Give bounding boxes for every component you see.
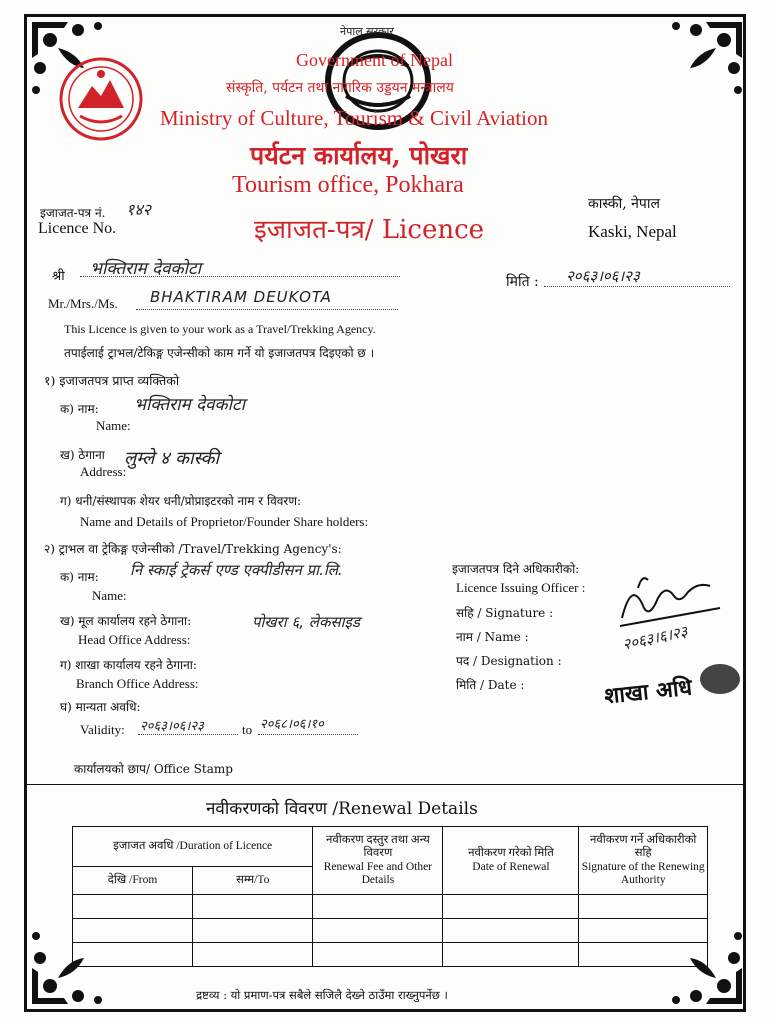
renewal-table xyxy=(72,826,708,967)
ink-smudge xyxy=(700,664,740,694)
shri-label: श्री xyxy=(52,269,65,284)
licence-no-label-np: इजाजत-पत्र नं. xyxy=(40,206,106,220)
office-stamp-label: कार्यालयको छाप/ Office Stamp xyxy=(74,762,233,776)
section1-heading: १) इजाजतपत्र प्राप्त व्यक्तिको xyxy=(44,373,180,388)
date-value: २०६३।०६।२३ xyxy=(566,267,640,285)
s2-head-value: पोखरा ६, लेकसाइड xyxy=(252,613,360,631)
table-row xyxy=(73,895,708,919)
renewal-title: नवीकरणको विवरण /Renewal Details xyxy=(206,799,478,819)
s2-head-label-en: Head Office Address: xyxy=(78,632,191,647)
s1-address-label-en: Address: xyxy=(80,464,127,479)
ministry-nepali: संस्कृति, पर्यटन तथा नागरिक उड्डयन मन्त्रालय xyxy=(226,80,454,96)
officer-heading-np: इजाजतपत्र दिने अधिकारीको: xyxy=(452,562,580,576)
officer-designation-label: पद / Designation : xyxy=(456,654,562,668)
col-sig xyxy=(579,827,708,895)
s1-name-label-en: Name: xyxy=(96,418,131,433)
s1-name-label-np: क) नाम: xyxy=(60,402,99,416)
footer-note: द्रष्टव्य : यो प्रमाण-पत्र सबैले सजिलै देख्ने ठाउँमा राख्नुपर्नेछ । xyxy=(196,988,448,1002)
nepal-emblem-icon xyxy=(58,56,144,142)
officer-heading-en: Licence Issuing Officer : xyxy=(456,580,586,595)
col-date xyxy=(443,827,579,895)
col-fee xyxy=(313,827,443,895)
s1-name-value: भक्तिराम देवकोटा xyxy=(134,395,245,415)
s1-address-label-np: ख) ठेगाना xyxy=(60,448,105,462)
s2-head-label-np: ख) मूल कार्यालय रहने ठेगाना: xyxy=(60,614,192,628)
intro-english: This Licence is given to your work as a Travel/Trekking Agency. xyxy=(64,322,376,336)
s2-name-label-np: क) नाम: xyxy=(60,570,99,584)
col-to: सम्म/To xyxy=(193,867,313,895)
col-date-np: नवीकरण गरेको मिति xyxy=(468,847,554,860)
licence-no-value: १४२ xyxy=(126,200,151,219)
gov-english: Government of Nepal xyxy=(296,50,453,70)
intro-nepali: तपाईलाई ट्राभल/टेकिङ्ग एजेन्सीको काम गर्ने यो इजाजतपत्र दिइएको छ । xyxy=(64,346,375,360)
col-from: देखि /From xyxy=(73,867,193,895)
col-date-en: Date of Renewal xyxy=(472,860,550,873)
s1-proprietor-label-np: ग) धनी/संस्थापक शेयर धनी/प्रोप्राइटरको नाम र विवरण: xyxy=(60,494,302,508)
officer-signature-label: सहि / Signature : xyxy=(456,606,554,620)
s2-validity-label-np: घ) मान्यता अवधि: xyxy=(60,700,141,714)
table-row xyxy=(73,943,708,967)
office-english: Tourism office, Pokhara xyxy=(232,172,464,198)
ministry-english: Ministry of Culture, Tourism & Civil Aviation xyxy=(160,106,549,130)
holder-title-label: Mr./Mrs./Ms. xyxy=(48,296,118,311)
officer-date-label: मिति / Date : xyxy=(456,678,525,692)
officer-stamp-text: शाखा अधि xyxy=(602,674,694,710)
licence-title: इजाजत-पत्र/ Licence xyxy=(254,215,485,245)
col-fee-np: नवीकरण दस्तुर तथा अन्य विवरण xyxy=(325,834,430,860)
s2-branch-label-en: Branch Office Address: xyxy=(76,676,199,691)
renewal-divider xyxy=(26,784,744,785)
corner-ornament-top-right xyxy=(646,18,746,118)
s2-validity-label-en: Validity: xyxy=(80,722,125,737)
s1-proprietor-label-en: Name and Details of Proprietor/Founder Share holders: xyxy=(80,514,369,529)
validity-from: २०६३।०६।२३ xyxy=(140,719,204,734)
validity-to-word: to xyxy=(242,722,253,737)
col-sig-en: Signature of the Renewing Authority xyxy=(581,860,705,886)
s2-branch-label-np: ग) शाखा कार्यालय रहने ठेगाना: xyxy=(60,658,197,672)
holder-name-english: BHAKTIRAM DEUKOTA xyxy=(150,288,332,306)
holder-name-nepali: भक्तिराम देवकोटा xyxy=(90,259,201,279)
validity-to: २०६८।०६।१० xyxy=(260,717,324,732)
gov-nepali: नेपाल सरकार xyxy=(340,25,394,38)
officer-sig-date: २०६३।६।२३ xyxy=(620,622,690,654)
col-duration: इजाजत अवधि /Duration of Licence xyxy=(73,827,313,867)
date-label: मिति : xyxy=(506,274,539,290)
s2-name-label-en: Name: xyxy=(92,588,127,603)
office-nepali: पर्यटन कार्यालय, पोखरा xyxy=(250,141,468,170)
section2-heading: २) ट्राभल वा ट्रेकिङ्ग एजेन्सीको /Travel/Trekking Agency's: xyxy=(44,542,342,556)
col-sig-np: नवीकरण गर्ने अधिकारीको सहि xyxy=(590,834,697,860)
s1-address-value: लुम्ले ४ कास्की xyxy=(124,448,220,469)
licence-no-label-en: Licence No. xyxy=(38,220,117,237)
officer-name-label: नाम / Name : xyxy=(456,630,529,644)
location-english: Kaski, Nepal xyxy=(588,222,677,241)
table-row xyxy=(73,919,708,943)
location-nepali: कास्की, नेपाल xyxy=(588,196,660,212)
col-fee-en: Renewal Fee and Other Details xyxy=(323,860,433,886)
s2-name-value: नि स्काई ट्रेकर्स एण्ड एक्पीडीसन प्रा.लि. xyxy=(130,561,343,579)
